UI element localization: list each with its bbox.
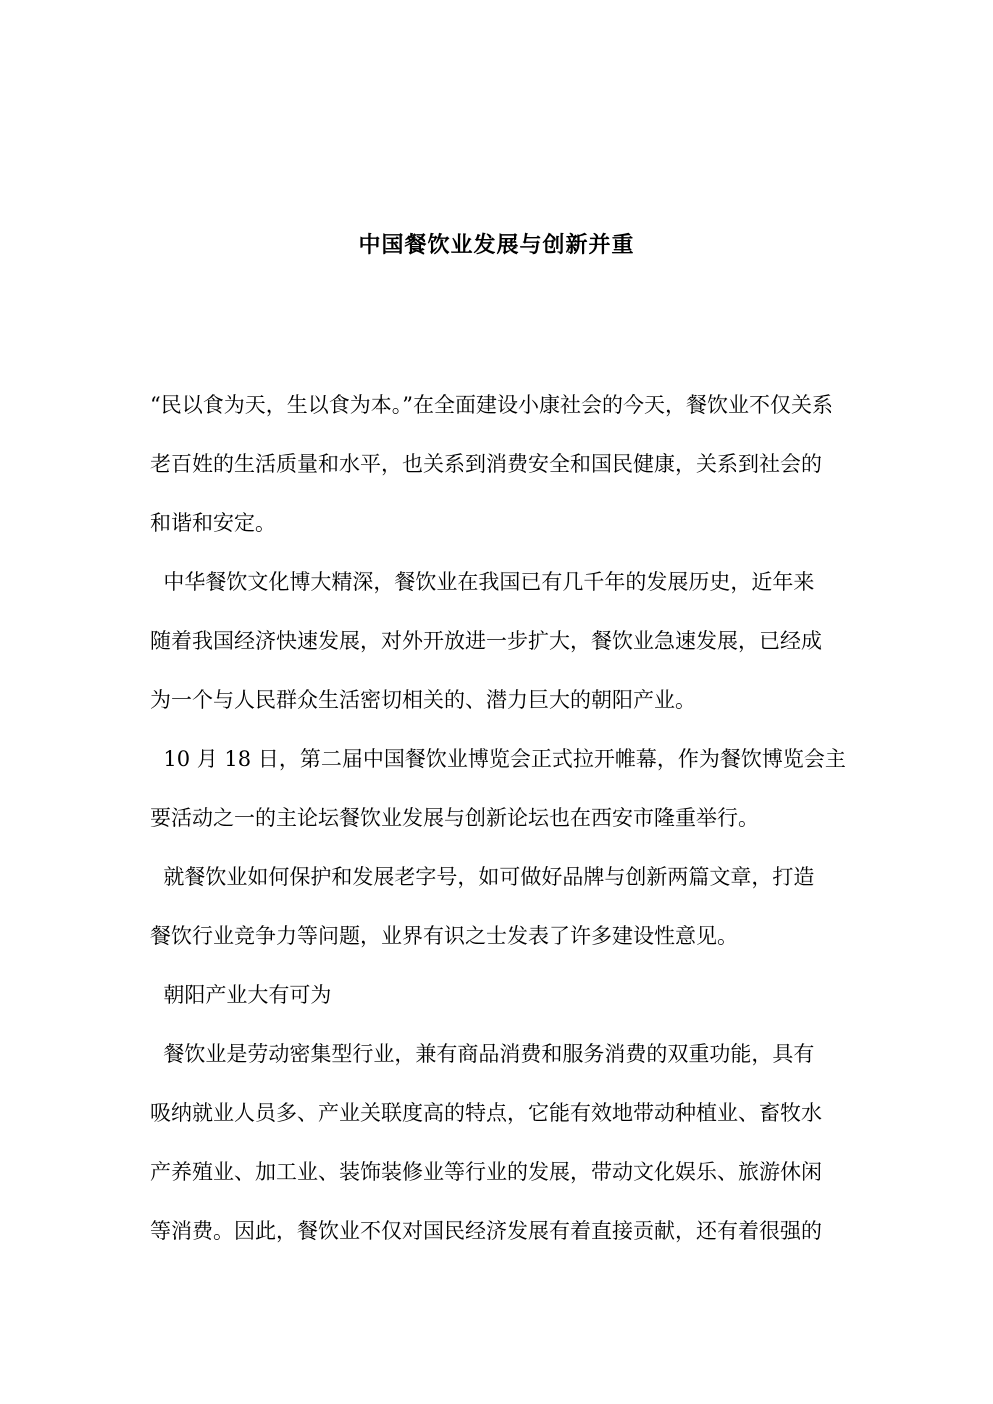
section-heading <box>150 966 910 1025</box>
text-line: 朝阳产业大有可为 <box>150 983 332 1007</box>
text-line: 要活动之一的主论坛餐饮业发展与创新论坛也在西安市隆重举行。 <box>150 806 759 830</box>
text-line: 为一个与人民群众生活密切相关的、潜力巨大的朝阳产业。 <box>150 688 696 712</box>
text-line: 等消费。因此，餐饮业不仅对国民经济发展有着直接贡献，还有着很强的 <box>150 1219 822 1243</box>
text-line: 餐饮业是劳动密集型行业，兼有商品消费和服务消费的双重功能，具有 <box>150 1042 815 1066</box>
document-title: 中国餐饮业发展与创新并重 <box>358 232 635 258</box>
text-line: “民以食为天，生以食为本。”在全面建设小康社会的今天，餐饮业不仅关系 <box>150 393 833 417</box>
paragraph <box>150 730 910 848</box>
text-line: 餐饮行业竞争力等问题，业界有识之士发表了许多建设性意见。 <box>150 924 738 948</box>
text-line: 和谐和安定。 <box>150 511 276 535</box>
paragraph <box>150 553 910 730</box>
document-body <box>150 376 910 1261</box>
paragraph <box>150 848 910 966</box>
text-line: 随着我国经济快速发展，对外开放进一步扩大，餐饮业急速发展，已经成 <box>150 629 822 653</box>
text-line: 10 月 18 日，第二届中国餐饮业博览会正式拉开帷幕，作为餐饮博览会主 <box>150 747 846 771</box>
text-line: 中华餐饮文化博大精深，餐饮业在我国已有几千年的发展历史，近年来 <box>150 570 815 594</box>
text-line: 老百姓的生活质量和水平，也关系到消费安全和国民健康，关系到社会的 <box>150 452 822 476</box>
text-line: 就餐饮业如何保护和发展老字号，如可做好品牌与创新两篇文章，打造 <box>150 865 815 889</box>
paragraph <box>150 1025 910 1261</box>
text-line: 吸纳就业人员多、产业关联度高的特点，它能有效地带动种植业、畜牧水 <box>150 1101 822 1125</box>
paragraph <box>150 376 910 553</box>
text-line: 产养殖业、加工业、装饰装修业等行业的发展，带动文化娱乐、旅游休闲 <box>150 1160 822 1184</box>
